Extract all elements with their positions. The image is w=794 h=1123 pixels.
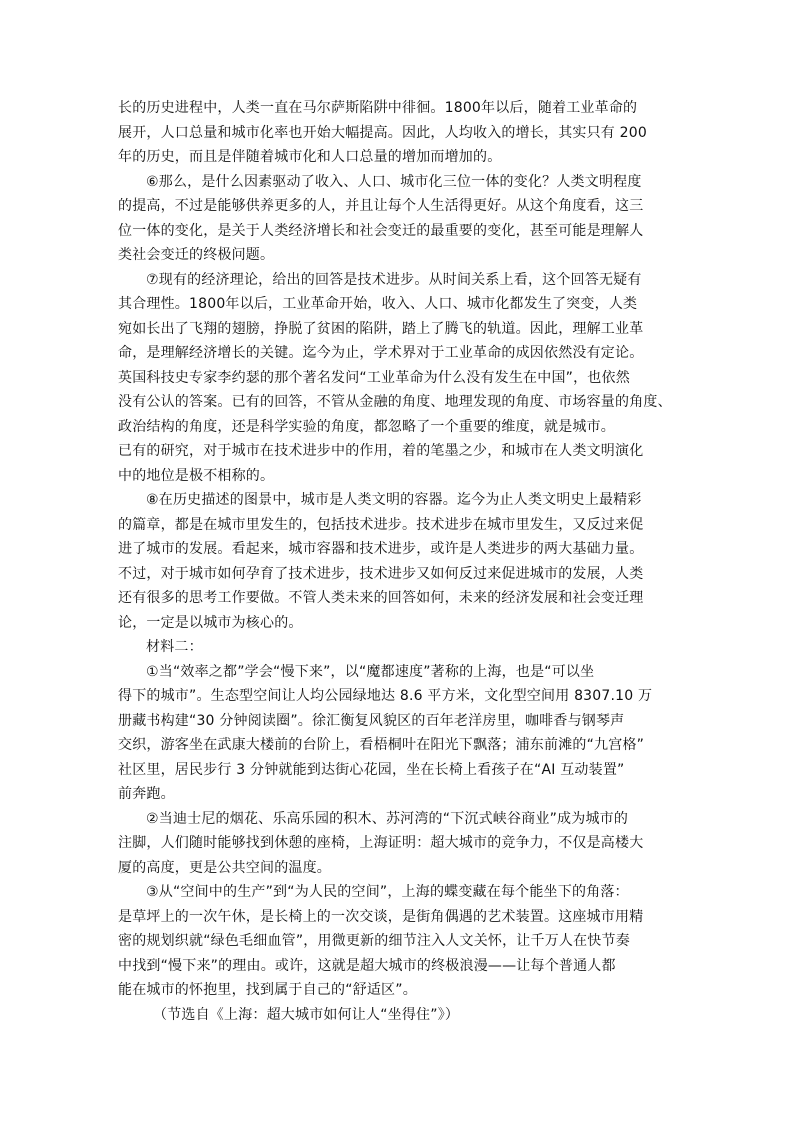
text-line: 论，一定是以城市为核心的。 (118, 614, 303, 631)
text-line: 其合理性。1800年以后，工业革命开始，收入、人口、城市化都发生了突变，人类 (118, 296, 638, 312)
text-line: 材料二： (146, 639, 203, 655)
text-line: 类社会变迁的终极问题。 (118, 247, 275, 263)
text-line: 得下的城市”。生态型空间让人均公园绿地达 8.6 平方米，文化型空间用 8307.10 万 (118, 688, 653, 704)
text-line: 进了城市的发展。看起来，城市容器和技术进步，或许是人类进步的两大基础力量。 (118, 541, 644, 557)
text-line: ⑥那么，是什么因素驱动了收入、人口、城市化三位一体的变化？人类文明程度 (146, 173, 642, 190)
document-body (118, 96, 680, 1027)
text-line: 中的地位是极不相称的。 (118, 467, 275, 484)
source-citation: （节选自《上海：超大城市如何让人“坐得住”》） (153, 1006, 460, 1023)
text-line: 年的历史，而且是伴随着城市化和人口总量的增加而增加的。 (118, 149, 502, 165)
text-line: ①当“效率之都”学会“慢下来”，以“魔都速度”著称的上海，也是“可以坐 (146, 663, 595, 680)
text-line: ②当迪士尼的烟花、乐高乐园的积木、苏河湾的“下沉式峡谷商业”成为城市的 (146, 810, 629, 827)
text-line: 展开，人口总量和城市化率也开始大幅提高。因此，人均收入的增长，其实只有 200 (118, 124, 647, 141)
text-line: 前奔跑。 (118, 786, 175, 802)
text-line: 交织，游客坐在武康大楼前的台阶上，看梧桐叶在阳光下飘落；浦东前滩的“九宫格” (118, 737, 645, 753)
text-line: ⑦现有的经济理论，给出的回答是技术进步。从时间关系上看，这个回答无疑有 (146, 271, 642, 288)
text-line: 宛如长出了飞翔的翅膀，挣脱了贫困的陷阱，踏上了腾飞的轨道。因此，理解工业革 (118, 320, 644, 337)
text-line: 英国科技史专家李约瑟的那个著名发问“工业革命为什么没有发生在中国”，也依然 (118, 369, 630, 386)
text-line: 厦的高度，更是公共空间的温度。 (118, 859, 331, 876)
text-line: 中找到“慢下来”的理由。或许，这就是超大城市的终极浪漫——让每个普通人都 (118, 957, 616, 974)
text-line: 社区里，居民步行 3 分钟就能到达街心花园，坐在长椅上看孩子在“AI 互动装置” (118, 761, 625, 778)
text-line: 册藏书构建“30 分钟阅读圈”。徐汇衡复风貌区的百年老洋房里，咖啡香与钢琴声 (118, 712, 625, 729)
text-line: 的篇章，都是在城市里发生的，包括技术进步。技术进步在城市里发生，又反过来促 (118, 516, 644, 533)
text-line: 能在城市的怀抱里，找到属于自己的“舒适区”。 (118, 982, 417, 998)
text-line: 位一体的变化，是关于人类经济增长和社会变迁的最重要的变化，甚至可能是理解人 (118, 222, 644, 239)
text-line: 命，是理解经济增长的关键。迄今为止，学术界对于工业革命的成因依然没有定论。 (118, 345, 644, 361)
text-line: ③从“空间中的生产”到“为人民的空间”，上海的蝶变藏在每个能坐下的角落： (146, 884, 629, 900)
text-line: 是草坪上的一次午休，是长椅上的一次交谈，是街角偶遇的艺术装置。这座城市用精 (118, 908, 644, 925)
text-line: 长的历史进程中，人类一直在马尔萨斯陷阱中徘徊。1800年以后，随着工业革命的 (118, 100, 638, 116)
text-line: ⑧在历史描述的图景中，城市是人类文明的容器。迄今为止人类文明史上最精彩 (146, 492, 642, 508)
text-line: 已有的研究，对于城市在技术进步中的作用，着的笔墨之少，和城市在人类文明演化 (118, 443, 644, 459)
text-line: 密的规划织就“绿色毛细血管”，用微更新的细节注入人文关怀，让千万人在快节奏 (118, 933, 630, 949)
text-line: 的提高，不过是能够供养更多的人，并且让每个人生活得更好。从这个角度看，这三 (118, 198, 644, 214)
text-line: 还有很多的思考工作要做。不管人类未来的回答如何，未来的经济发展和社会变迁理 (118, 590, 644, 606)
text-line: 没有公认的答案。已有的回答，不管从金融的角度、地理发现的角度、市场容量的角度、 (118, 394, 672, 410)
text-line: 注脚，人们随时能够找到休憩的座椅，上海证明：超大城市的竞争力，不仅是高楼大 (118, 835, 644, 851)
text-line: 不过，对于城市如何孕育了技术进步，技术进步又如何反过来促进城市的发展，人类 (118, 565, 644, 582)
text-line: 政治结构的角度，还是科学实验的角度，都忽略了一个重要的维度，就是城市。 (118, 418, 615, 435)
